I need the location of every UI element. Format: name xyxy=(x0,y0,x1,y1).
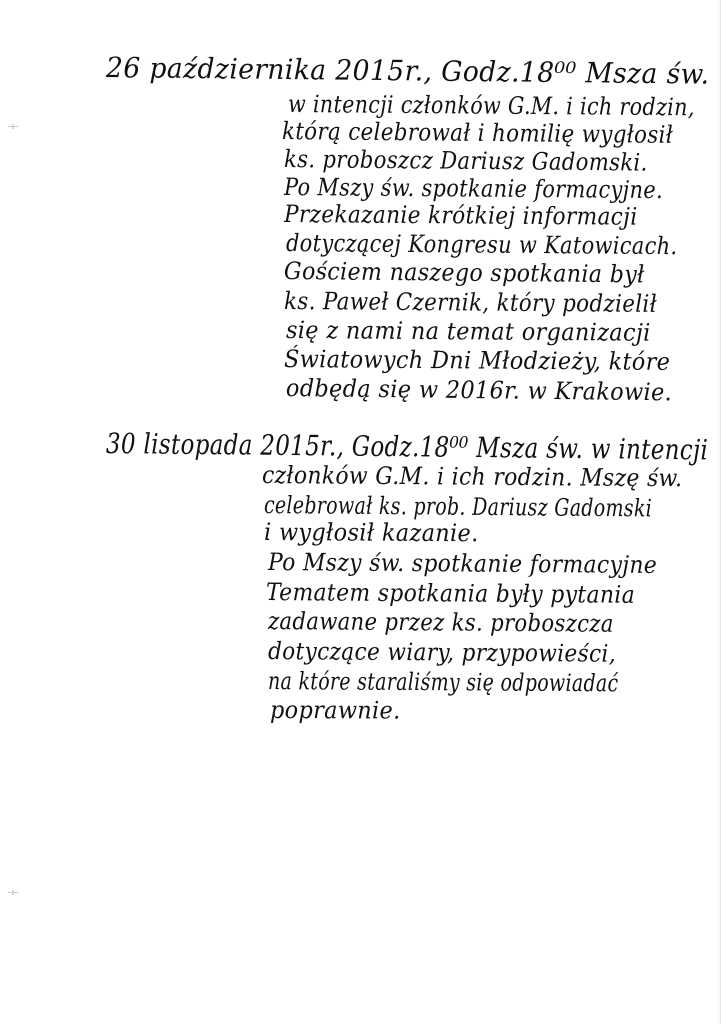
entry-2-text-line: i wygłosił kazanie. xyxy=(263,518,479,548)
entry-1-text-line: odbędą się w 2016r. w Krakowie. xyxy=(285,374,673,407)
entry-1-text-line: Światowych Dni Młodzieży, które xyxy=(283,345,671,376)
entry-2-text-line: dotyczące wiary, przypowieści, xyxy=(267,637,617,668)
entry-1-text-line: Przekazanie krótkiej informacji xyxy=(283,200,638,231)
entry-2-text-line: zadawane przez ks. proboszcza xyxy=(267,607,614,638)
entry-1-text-line: Po Mszy św. spotkanie formacyjne. xyxy=(283,173,664,205)
entry-2-text-line: Tematem spotkania były pytania xyxy=(265,578,636,609)
entry-2-heading-line: 30 listopada 2015r., Godz.18⁰⁰ Msza św. w intencji xyxy=(105,427,709,467)
entry-2-text-line: celebrował ks. prob. Dariusz Gadomski xyxy=(263,491,653,523)
entry-1-text-line: którą celebrował i homilię wygłosił xyxy=(281,117,674,149)
entry-1-text-line: dotyczącej Kongresu w Katowicach. xyxy=(285,229,678,261)
entry-1-text-line: Gościem naszego spotkania był xyxy=(283,257,645,289)
entry-1-text-line: w intencji członków G.M. i ich rodzin, xyxy=(287,90,695,122)
entry-2-text-line: Po Mszy św. spotkanie formacyjne xyxy=(267,548,658,579)
entry-1-text-line: ks. proboszcz Dariusz Gadomski. xyxy=(283,145,648,177)
page-edge-shadow xyxy=(713,0,721,1024)
entry-1-text-line: się z nami na temat organizacji xyxy=(285,316,651,347)
entry-1-heading-line: 26 października 2015r., Godz.18⁰⁰ Msza św. xyxy=(105,51,710,91)
entry-1-text-line: ks. Paweł Czernik, który podzielił xyxy=(283,287,657,318)
binder-hole-mark xyxy=(8,890,20,896)
entry-2-text-line: na które staraliśmy się odpowiadać xyxy=(267,667,619,698)
entry-2-text-line: członków G.M. i ich rodzin. Mszę św. xyxy=(261,461,683,493)
entry-2-text-line: poprawnie. xyxy=(269,696,401,725)
binder-hole-mark xyxy=(8,124,20,130)
